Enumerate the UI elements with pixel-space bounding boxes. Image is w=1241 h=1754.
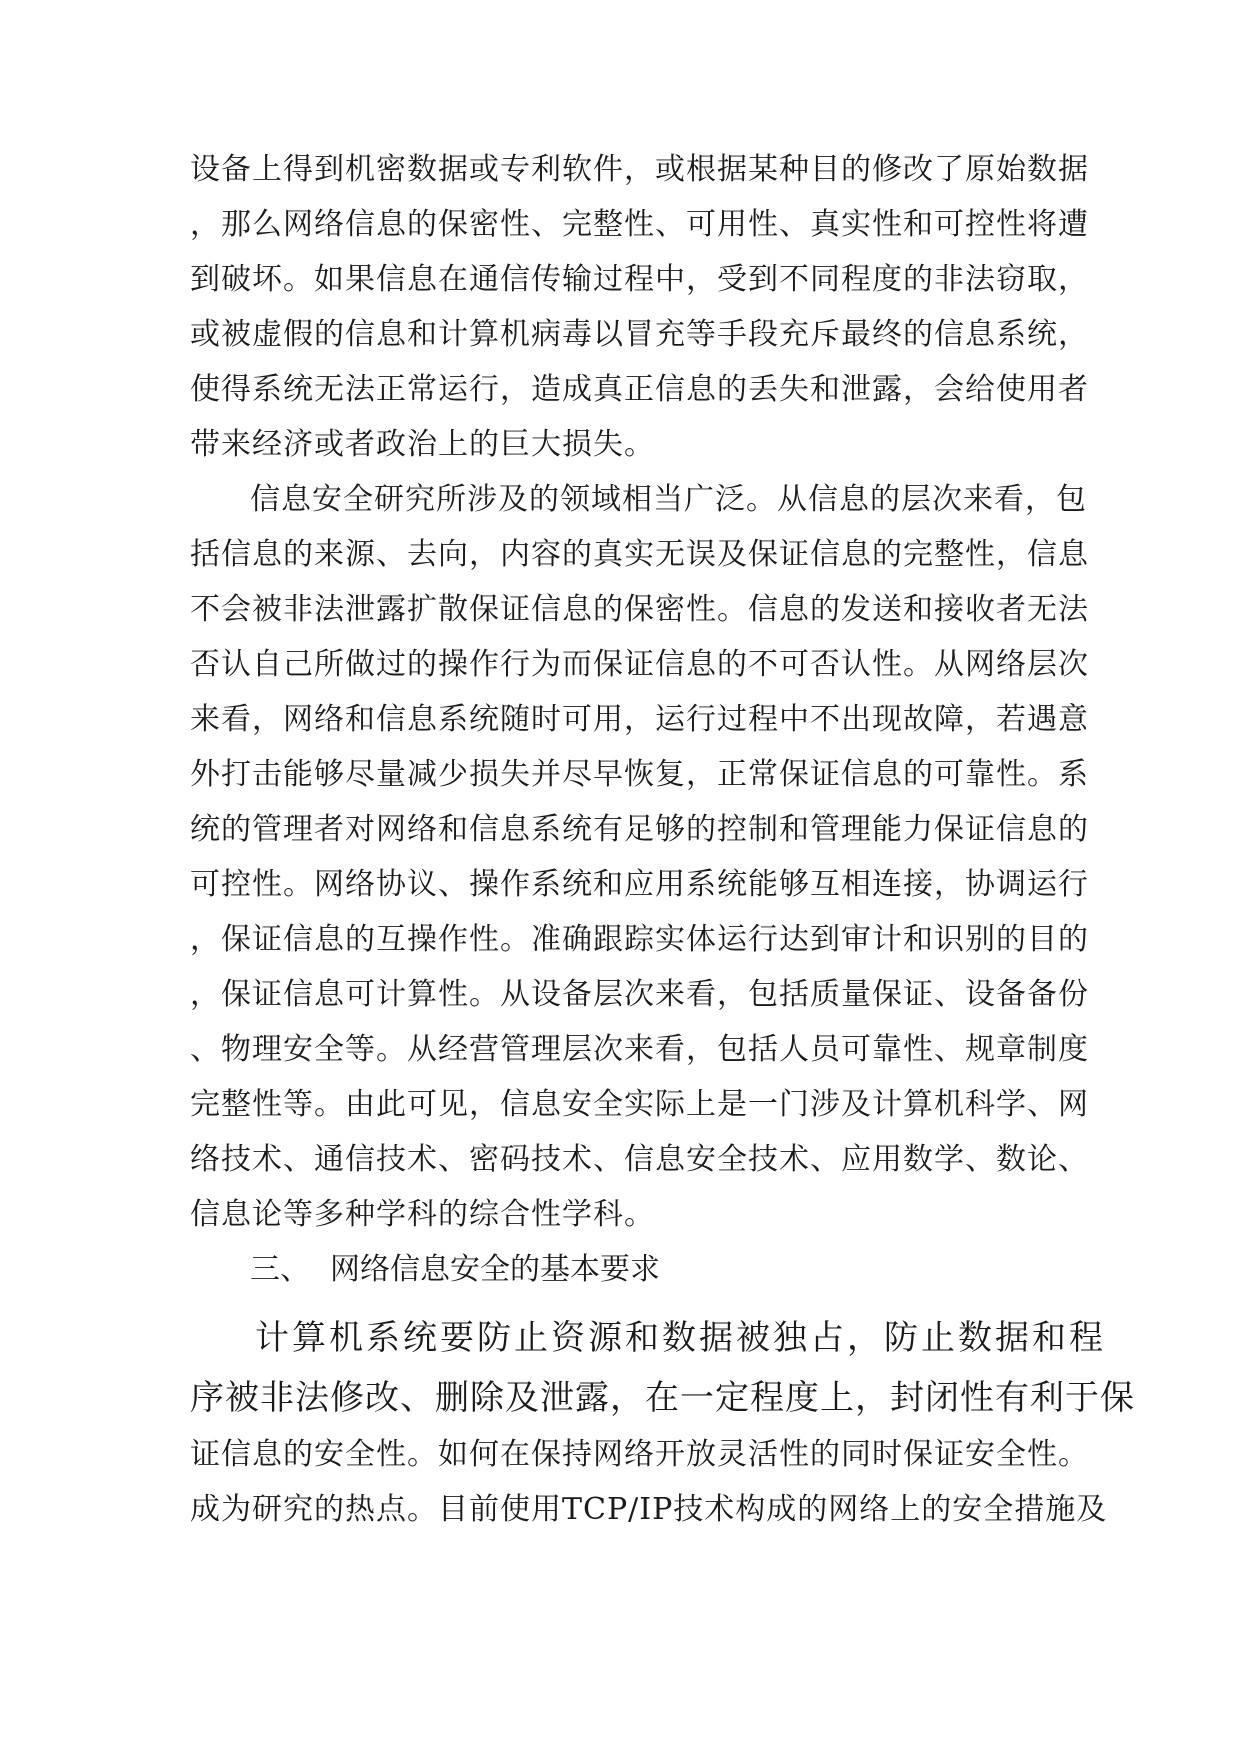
paragraph-2-line-11: 、物理安全等。从经营管理层次来看，包括人员可靠性、规章制度 xyxy=(190,1032,1089,1067)
section-title: 网络信息安全的基本要求 xyxy=(330,1252,660,1287)
paragraph-1-line-2: ，那么网络信息的保密性、完整性、可用性、真实性和可控性将遭 xyxy=(190,207,1089,242)
paragraph-1-line-3: 到破坏。如果信息在通信传输过程中，受到不同程度的非法窃取， xyxy=(190,262,1089,297)
paragraph-2-line-4: 否认自己所做过的操作行为而保证信息的不可否认性。从网络层次 xyxy=(190,647,1089,682)
paragraph-2-line-14: 信息论等多种学科的综合性学科。 xyxy=(190,1197,655,1232)
paragraph-3-line-1: 计算机系统要防止资源和数据被独占，防止数据和程 xyxy=(255,1318,1106,1358)
paragraph-2-line-13: 络技术、通信技术、密码技术、信息安全技术、应用数学、数论、 xyxy=(190,1142,1089,1177)
paragraph-2-line-9: ，保证信息的互操作性。准确跟踪实体运行达到审计和识别的目的 xyxy=(190,922,1089,957)
paragraph-2-line-2: 括信息的来源、去向，内容的真实无误及保证信息的完整性，信息 xyxy=(190,537,1089,572)
paragraph-1-line-5: 使得系统无法正常运行，造成真正信息的丢失和泄露，会给使用者 xyxy=(190,372,1089,407)
paragraph-2-line-1: 信息安全研究所涉及的领域相当广泛。从信息的层次来看，包 xyxy=(250,482,1087,517)
paragraph-2-line-7: 统的管理者对网络和信息系统有足够的控制和管理能力保证信息的 xyxy=(190,812,1089,847)
paragraph-2-line-10: ，保证信息可计算性。从设备层次来看，包括质量保证、设备备份 xyxy=(190,977,1089,1012)
paragraph-1-line-6: 带来经济或者政治上的巨大损失。 xyxy=(190,427,655,462)
paragraph-1-line-4: 或被虚假的信息和计算机病毒以冒充等手段充斥最终的信息系统， xyxy=(190,317,1089,352)
paragraph-2-line-12: 完整性等。由此可见，信息安全实际上是一门涉及计算机科学、网 xyxy=(190,1087,1089,1122)
section-number: 三、 xyxy=(250,1252,310,1287)
section-heading xyxy=(250,1250,660,1290)
paragraph-2-line-8: 可控性。网络协议、操作系统和应用系统能够互相连接，协调运行 xyxy=(190,867,1089,902)
paragraph-3-line-4: 成为研究的热点。目前使用TCP/IP技术构成的网络上的安全措施及 xyxy=(190,1492,1108,1527)
paragraph-2-line-6: 外打击能够尽量减少损失并尽早恢复，正常保证信息的可靠性。系 xyxy=(190,757,1089,792)
paragraph-1-line-1: 设备上得到机密数据或专利软件，或根据某种目的修改了原始数据 xyxy=(190,152,1089,187)
paragraph-2-line-5: 来看，网络和信息系统随时可用，运行过程中不出现故障，若遇意 xyxy=(190,702,1089,737)
paragraph-2-line-3: 不会被非法泄露扩散保证信息的保密性。信息的发送和接收者无法 xyxy=(190,592,1089,627)
paragraph-3-line-2: 序被非法修改、删除及泄露，在一定程度上，封闭性有利于保 xyxy=(190,1378,1135,1418)
paragraph-3-line-3: 证信息的安全性。如何在保持网络开放灵活性的同时保证安全性。 xyxy=(190,1437,1089,1472)
